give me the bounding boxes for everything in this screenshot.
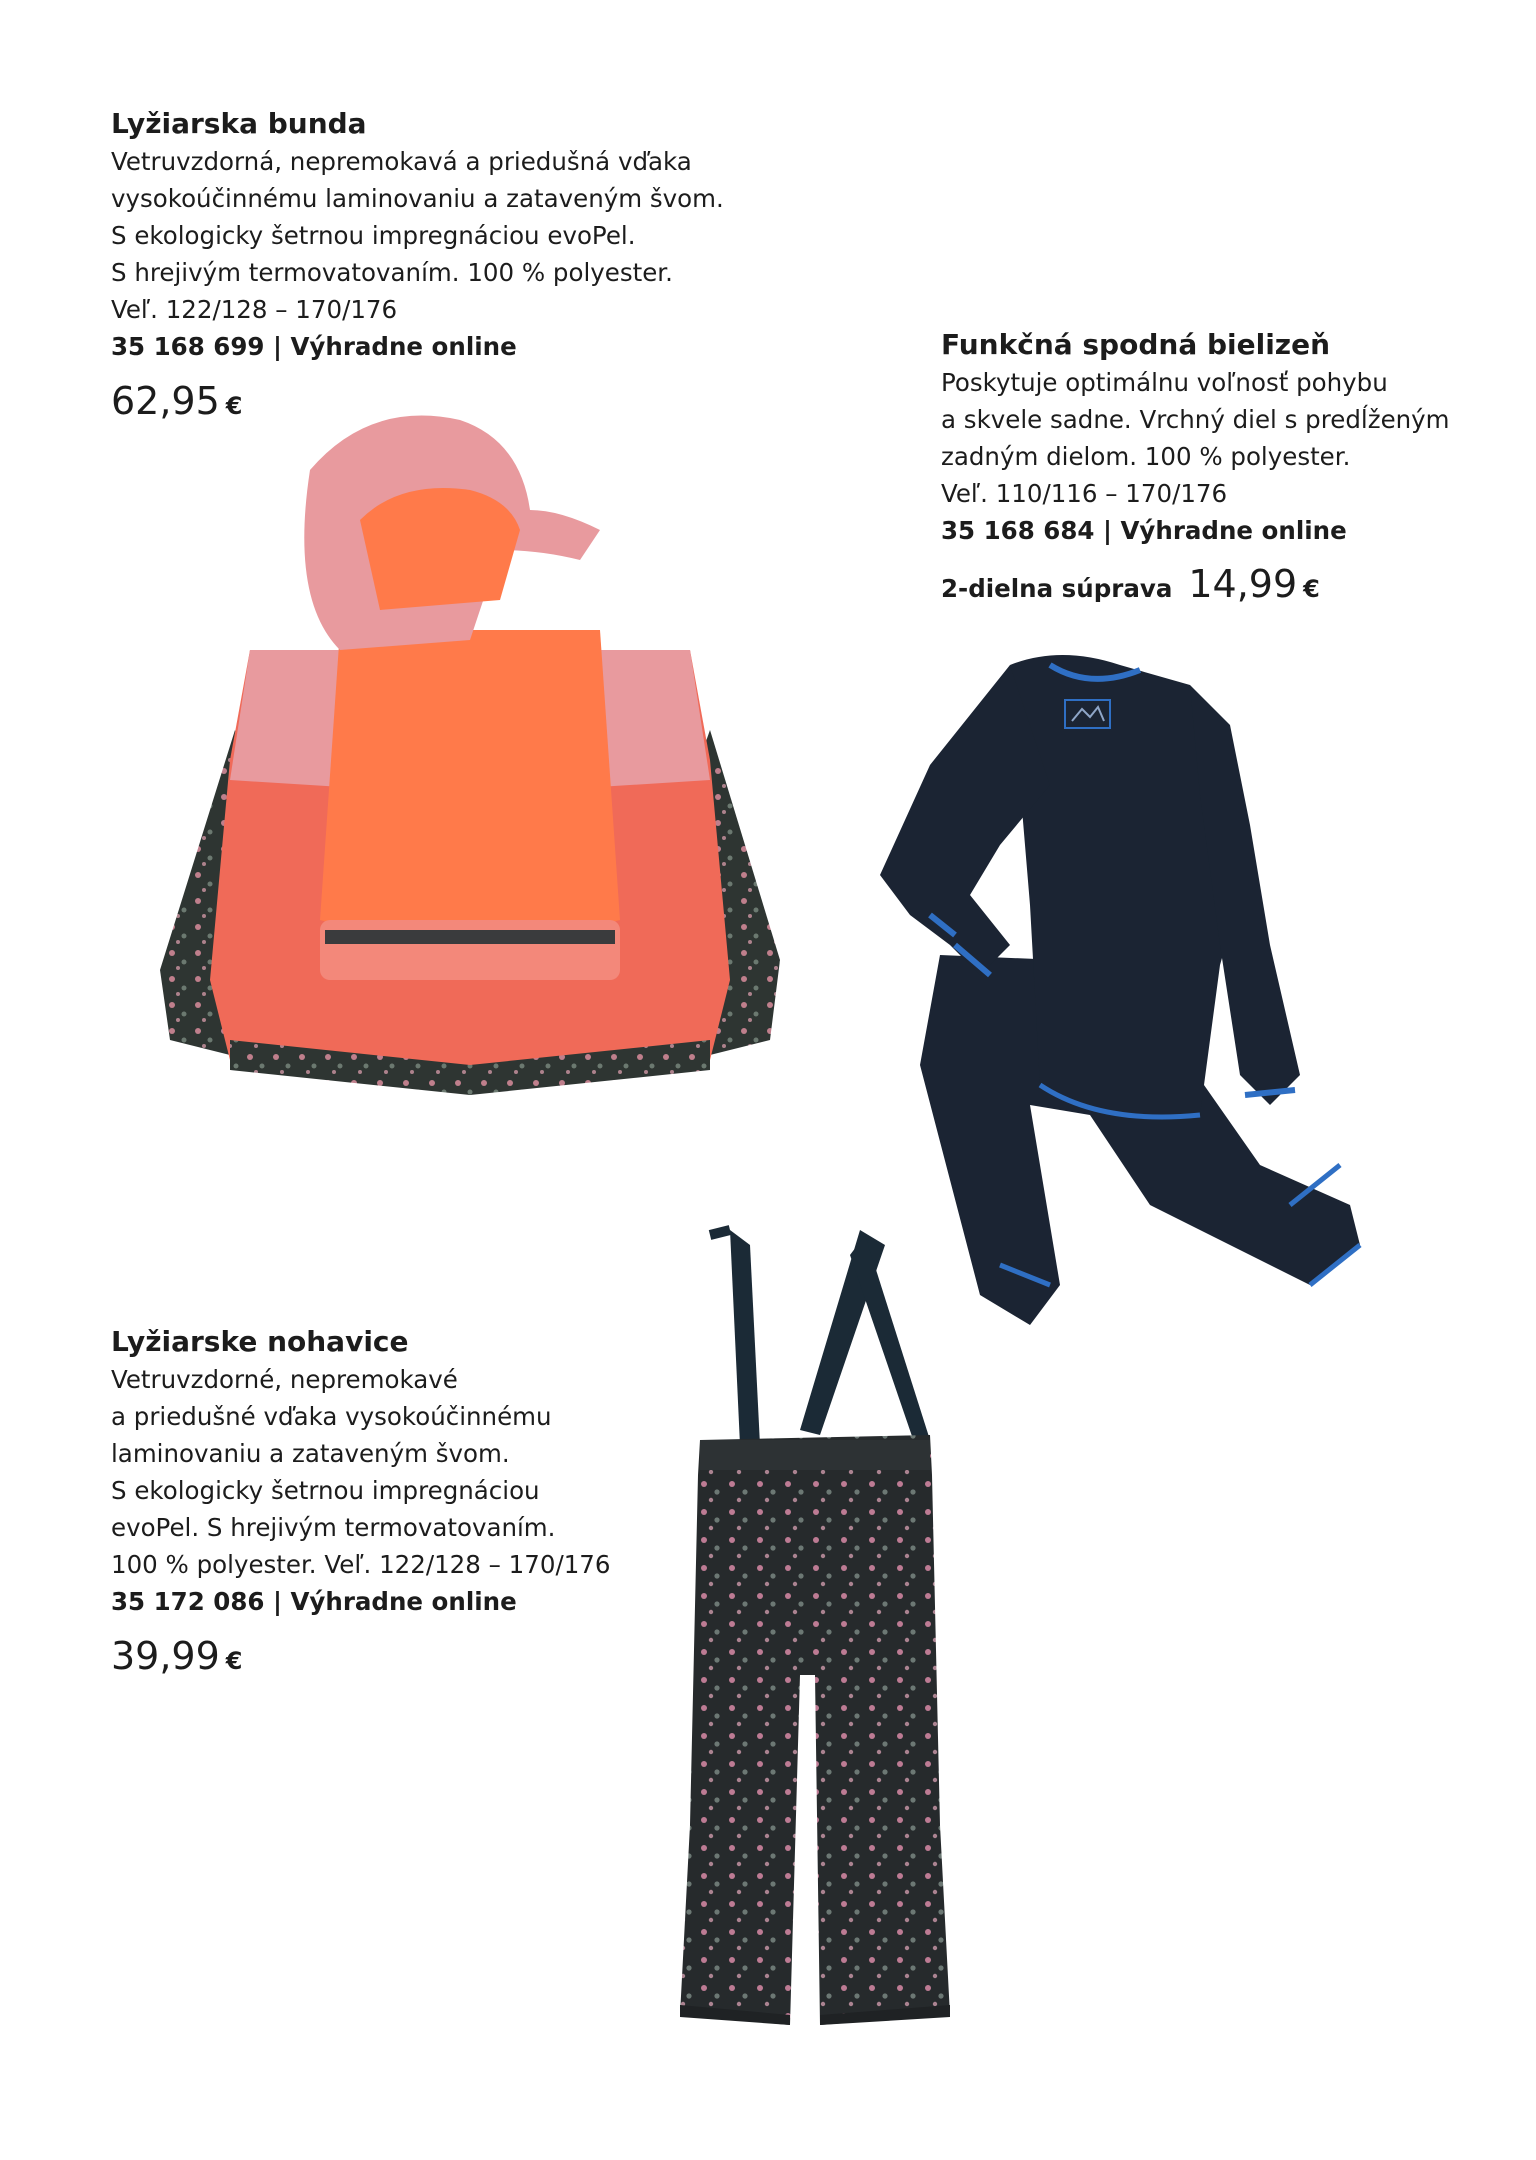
pants-title: Lyžiarske nohavice bbox=[111, 1325, 409, 1358]
underwear-desc-line: Veľ. 110/116 – 170/176 bbox=[941, 479, 1228, 508]
jacket-desc-line: S hrejivým termovatovaním. 100 % polyester. bbox=[111, 258, 673, 287]
pants-price bbox=[111, 1633, 610, 1684]
pants-price-currency: € bbox=[225, 1647, 243, 1675]
underwear-product-code: 35 168 684 | Výhradne online bbox=[941, 516, 1347, 545]
jacket-info bbox=[111, 105, 724, 429]
underwear-description bbox=[941, 364, 1450, 512]
underwear-desc-line: a skvele sadne. Vrchný diel s predĺženým bbox=[941, 405, 1450, 434]
pants-price-value: 39,99 bbox=[111, 1634, 220, 1678]
pants-desc-line: Vetruvzdorné, nepremokavé bbox=[111, 1365, 458, 1394]
jacket-desc-line: vysokoúčinnému laminovaniu a zataveným švom. bbox=[111, 184, 724, 213]
jacket-desc-line: Veľ. 122/128 – 170/176 bbox=[111, 295, 398, 324]
underwear-price-currency: € bbox=[1303, 575, 1320, 603]
ski-pants-image bbox=[670, 1225, 970, 2055]
underwear-desc-line: zadným dielom. 100 % polyester. bbox=[941, 442, 1351, 471]
underwear-title: Funkčná spodná bielizeň bbox=[941, 328, 1331, 361]
jacket-desc-line: S ekologicky šetrnou impregnáciou evoPel. bbox=[111, 221, 636, 250]
pants-product-code: 35 172 086 | Výhradne online bbox=[111, 1587, 517, 1616]
ski-jacket-image bbox=[140, 400, 800, 1100]
pants-desc-line: 100 % polyester. Veľ. 122/128 – 170/176 bbox=[111, 1550, 611, 1579]
jacket-product-code: 35 168 699 | Výhradne online bbox=[111, 332, 517, 361]
underwear-price-label: 2-dielna súprava bbox=[941, 574, 1173, 603]
underwear-price bbox=[941, 562, 1450, 606]
pants-desc-line: laminovaniu a zataveným švom. bbox=[111, 1439, 510, 1468]
jacket-description bbox=[111, 143, 724, 328]
jacket-price-value: 62,95 bbox=[111, 379, 220, 423]
underwear-price-value: 14,99 bbox=[1188, 562, 1298, 606]
pants-info bbox=[111, 1323, 610, 1684]
pants-description bbox=[111, 1361, 610, 1583]
underwear-desc-line: Poskytuje optimálnu voľnosť pohybu bbox=[941, 368, 1388, 397]
underwear-info bbox=[941, 326, 1450, 606]
jacket-price-currency: € bbox=[225, 392, 243, 420]
pants-desc-line: a priedušné vďaka vysokoúčinnému bbox=[111, 1402, 552, 1431]
jacket-desc-line: Vetruvzdorná, nepremokavá a priedušná vďaka bbox=[111, 147, 692, 176]
jacket-title: Lyžiarska bunda bbox=[111, 107, 367, 140]
pants-desc-line: S ekologicky šetrnou impregnáciou bbox=[111, 1476, 540, 1505]
pants-desc-line: evoPel. S hrejivým termovatovaním. bbox=[111, 1513, 556, 1542]
